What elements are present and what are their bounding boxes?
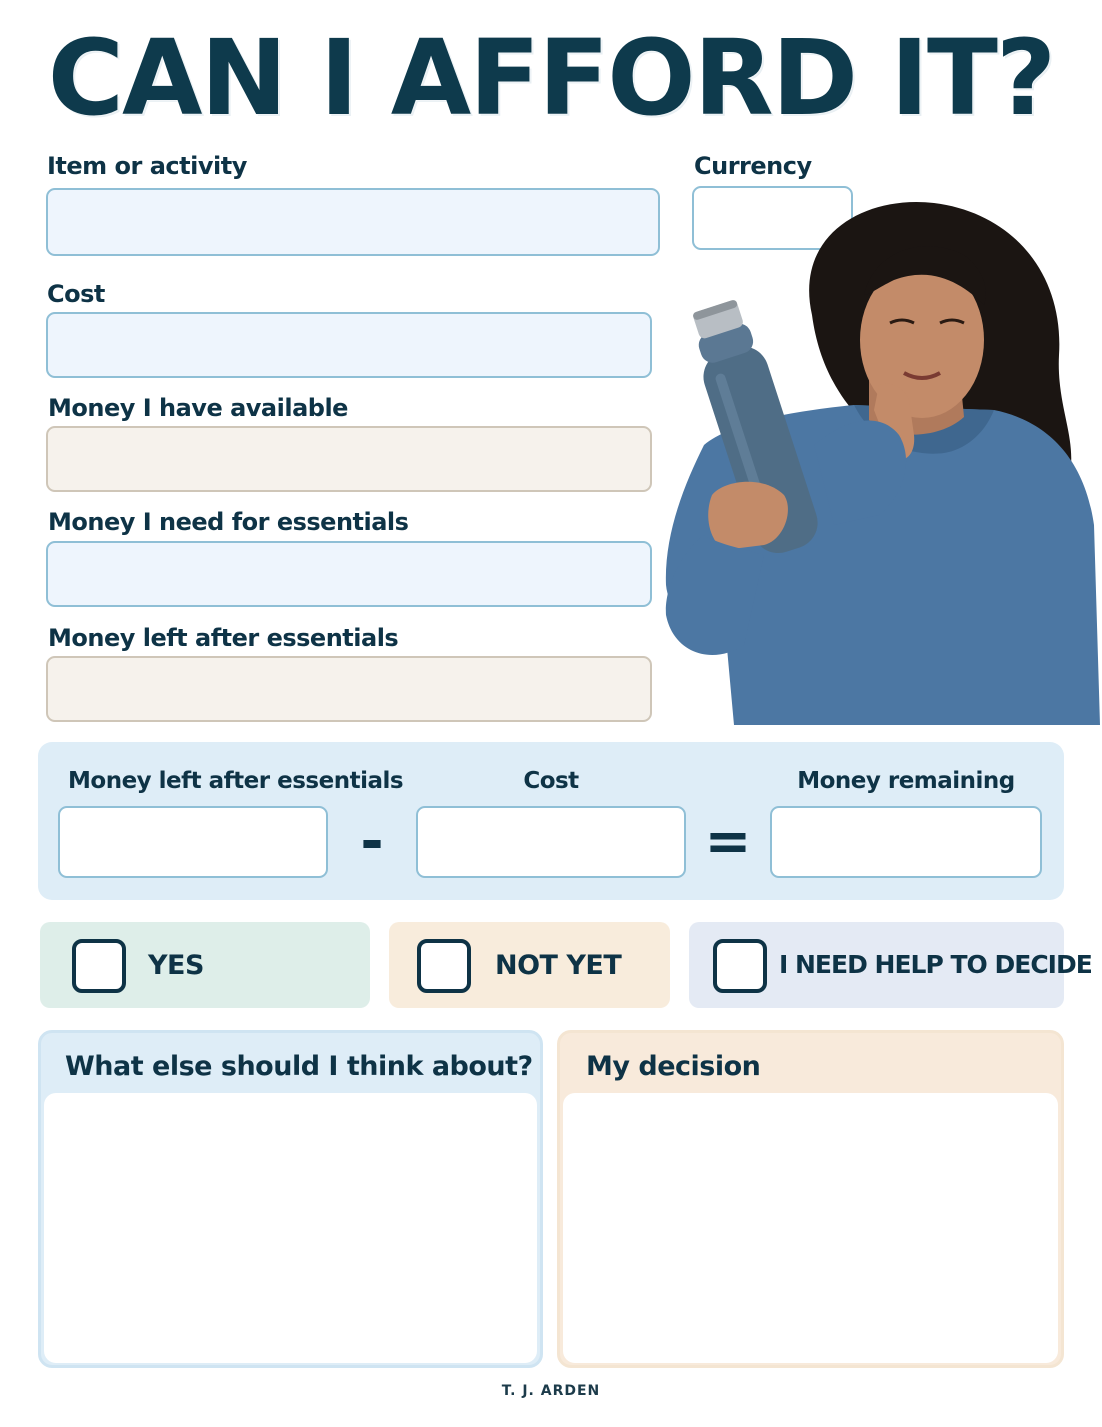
item-input[interactable] — [46, 188, 660, 256]
calc-remaining-label: Money remaining — [797, 768, 1015, 794]
author-credit: T. J. ARDEN — [501, 1383, 601, 1399]
my-decision-box — [557, 1030, 1064, 1368]
cost-input[interactable] — [46, 312, 652, 378]
calc-left-input[interactable] — [58, 806, 328, 878]
item-label: Item or activity — [47, 152, 247, 180]
left-label: Money left after essentials — [48, 624, 399, 652]
page-title: CAN I AFFORD IT? — [47, 17, 1055, 139]
choice-need-help[interactable] — [689, 922, 1092, 1008]
choice-yes[interactable] — [40, 922, 370, 1008]
currency-label: Currency — [694, 152, 812, 180]
need-help-checkbox[interactable] — [713, 939, 767, 993]
yes-label: YES — [148, 950, 204, 981]
calc-cost-label: Cost — [523, 768, 579, 794]
my-decision-textarea[interactable] — [563, 1093, 1058, 1363]
think-about-box — [38, 1030, 543, 1368]
cost-label: Cost — [47, 280, 105, 308]
not-yet-checkbox[interactable] — [417, 939, 471, 993]
yes-checkbox[interactable] — [72, 939, 126, 993]
minus-symbol: - — [360, 809, 384, 874]
my-decision-title: My decision — [586, 1051, 761, 1082]
available-input[interactable] — [46, 426, 652, 492]
calc-cost-input[interactable] — [416, 806, 686, 878]
need-help-label: I NEED HELP TO DECIDE — [779, 950, 1092, 979]
not-yet-label: NOT YET — [495, 950, 622, 981]
think-about-textarea[interactable] — [44, 1093, 537, 1363]
left-input[interactable] — [46, 656, 652, 722]
equals-symbol: = — [704, 809, 752, 874]
available-label: Money I have available — [48, 394, 348, 422]
essentials-label: Money I need for essentials — [48, 508, 409, 536]
calc-remaining-input[interactable] — [770, 806, 1042, 878]
calc-left-label: Money left after essentials — [68, 768, 404, 794]
think-about-title: What else should I think about? — [65, 1051, 533, 1082]
essentials-input[interactable] — [46, 541, 652, 607]
person-with-bottle-illustration — [664, 195, 1100, 725]
choice-not-yet[interactable] — [389, 922, 670, 1008]
